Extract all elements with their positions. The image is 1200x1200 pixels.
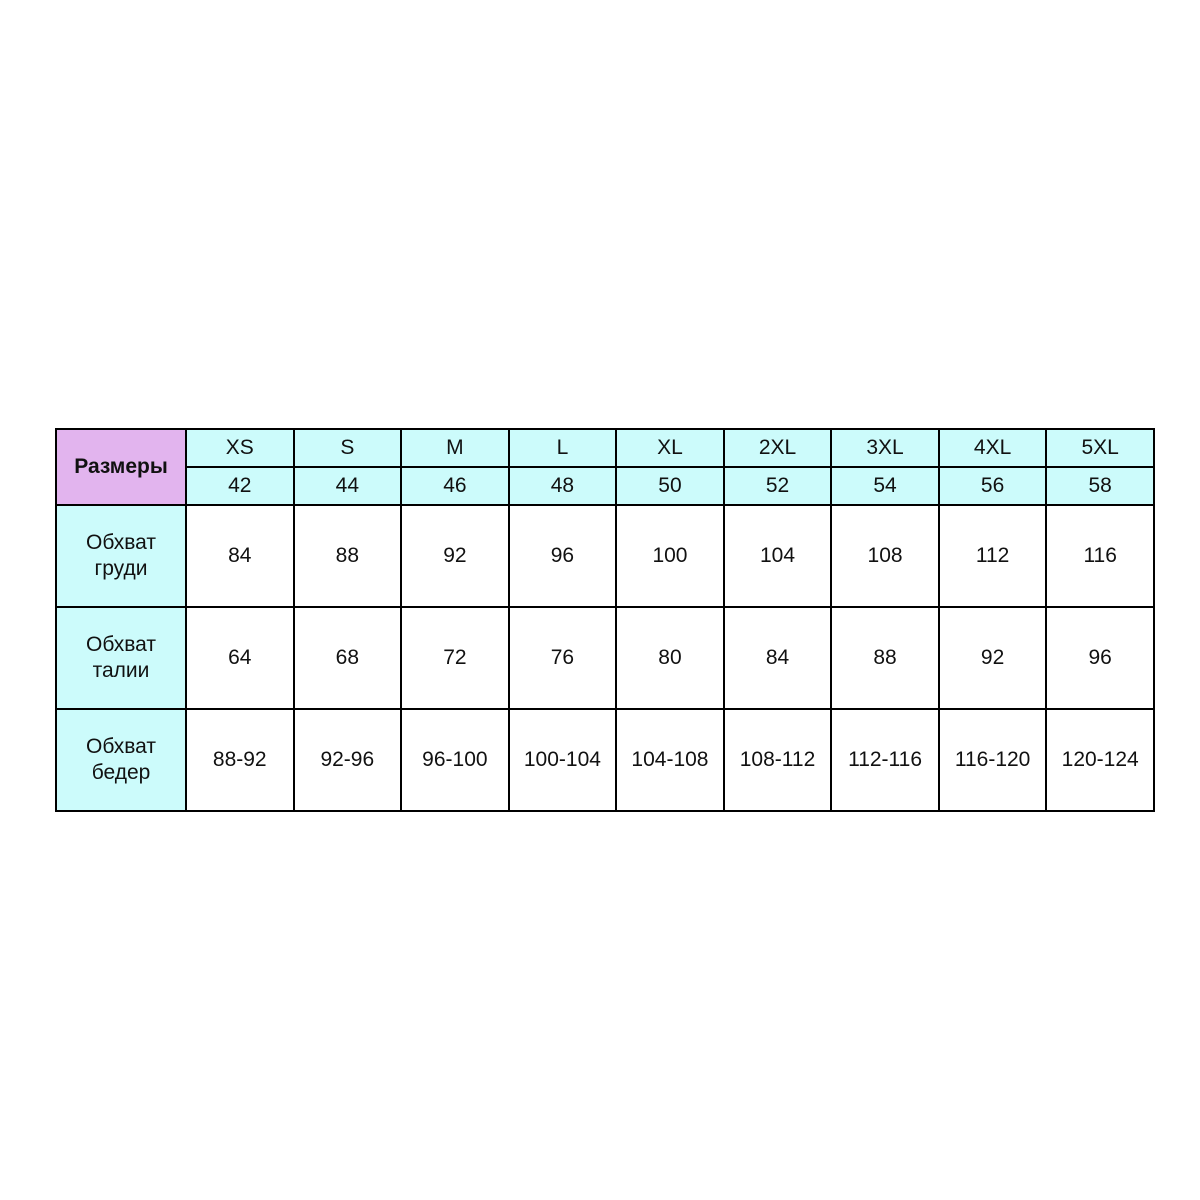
cell-chest-s: 88 xyxy=(294,505,402,607)
header-size-number: 50 xyxy=(616,467,724,505)
table-row xyxy=(56,709,1154,811)
header-size-letter: 2XL xyxy=(724,429,832,467)
cell-hips-2xl: 108-112 xyxy=(724,709,832,811)
header-size-letter: M xyxy=(401,429,509,467)
header-size-number: 54 xyxy=(831,467,939,505)
row-label-line2: груди xyxy=(94,557,148,580)
cell-hips-m: 96-100 xyxy=(401,709,509,811)
table-header-letters-row xyxy=(56,429,1154,467)
header-size-number: 48 xyxy=(509,467,617,505)
cell-waist-5xl: 96 xyxy=(1046,607,1154,709)
header-size-number: 42 xyxy=(186,467,294,505)
header-size-letter: 4XL xyxy=(939,429,1047,467)
corner-label-text: Размеры xyxy=(74,454,168,478)
table-header-numbers-row xyxy=(56,467,1154,505)
header-size-letter: XS xyxy=(186,429,294,467)
cell-hips-3xl: 112-116 xyxy=(831,709,939,811)
cell-waist-4xl: 92 xyxy=(939,607,1047,709)
header-size-letter: XL xyxy=(616,429,724,467)
header-size-number: 46 xyxy=(401,467,509,505)
cell-chest-3xl: 108 xyxy=(831,505,939,607)
cell-waist-l: 76 xyxy=(509,607,617,709)
header-size-letter: L xyxy=(509,429,617,467)
cell-waist-s: 68 xyxy=(294,607,402,709)
cell-hips-l: 100-104 xyxy=(509,709,617,811)
row-label-line1: Обхват xyxy=(86,530,156,554)
cell-hips-s: 92-96 xyxy=(294,709,402,811)
cell-chest-2xl: 104 xyxy=(724,505,832,607)
cell-waist-xl: 80 xyxy=(616,607,724,709)
row-label-line1: Обхват xyxy=(86,734,156,758)
row-label-chest xyxy=(56,505,186,607)
header-size-number: 52 xyxy=(724,467,832,505)
cell-waist-3xl: 88 xyxy=(831,607,939,709)
header-size-letter: S xyxy=(294,429,402,467)
cell-hips-xs: 88-92 xyxy=(186,709,294,811)
table-corner-label xyxy=(56,429,186,505)
cell-waist-xs: 64 xyxy=(186,607,294,709)
size-chart-container xyxy=(55,428,1155,812)
table-row xyxy=(56,505,1154,607)
row-label-line2: талии xyxy=(92,659,150,682)
header-size-number: 56 xyxy=(939,467,1047,505)
cell-waist-m: 72 xyxy=(401,607,509,709)
cell-chest-5xl: 116 xyxy=(1046,505,1154,607)
row-label-line1: Обхват xyxy=(86,632,156,656)
header-size-letter: 5XL xyxy=(1046,429,1154,467)
cell-chest-xs: 84 xyxy=(186,505,294,607)
header-size-letter: 3XL xyxy=(831,429,939,467)
cell-hips-4xl: 116-120 xyxy=(939,709,1047,811)
row-label-line2: бедер xyxy=(91,761,151,784)
cell-chest-l: 96 xyxy=(509,505,617,607)
header-size-number: 58 xyxy=(1046,467,1154,505)
size-chart-table xyxy=(55,428,1155,812)
table-row xyxy=(56,607,1154,709)
cell-chest-xl: 100 xyxy=(616,505,724,607)
cell-hips-xl: 104-108 xyxy=(616,709,724,811)
cell-hips-5xl: 120-124 xyxy=(1046,709,1154,811)
cell-waist-2xl: 84 xyxy=(724,607,832,709)
cell-chest-4xl: 112 xyxy=(939,505,1047,607)
row-label-waist xyxy=(56,607,186,709)
cell-chest-m: 92 xyxy=(401,505,509,607)
row-label-hips xyxy=(56,709,186,811)
header-size-number: 44 xyxy=(294,467,402,505)
